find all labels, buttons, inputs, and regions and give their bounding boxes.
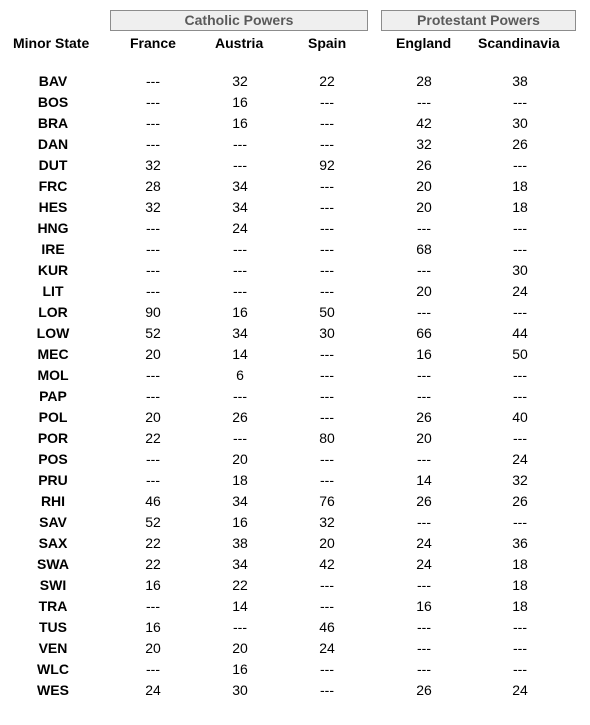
minor-state-cell: KUR — [37, 262, 69, 278]
spain-cell: 76 — [319, 493, 335, 509]
austria-cell: 38 — [232, 535, 248, 551]
france-cell: 16 — [145, 577, 161, 593]
england-cell: 20 — [416, 178, 432, 194]
england-cell: 26 — [416, 157, 432, 173]
france-cell: --- — [146, 367, 160, 383]
scandinavia-cell: 36 — [512, 535, 528, 551]
austria-cell: 16 — [232, 514, 248, 530]
austria-cell: --- — [233, 430, 247, 446]
spain-cell: --- — [320, 661, 334, 677]
protestant-powers-header: Protestant Powers — [381, 10, 576, 31]
spain-cell: --- — [320, 220, 334, 236]
scandinavia-cell: 30 — [512, 262, 528, 278]
minor-state-cell: WES — [37, 682, 69, 698]
france-cell: --- — [146, 136, 160, 152]
austria-cell: 20 — [232, 451, 248, 467]
england-cell: 42 — [416, 115, 432, 131]
minor-state-cell: SWI — [39, 577, 67, 593]
table-row — [0, 407, 590, 428]
scandinavia-cell: --- — [513, 241, 527, 257]
austria-cell: --- — [233, 619, 247, 635]
minor-state-cell: POL — [38, 409, 68, 425]
england-cell: --- — [417, 367, 431, 383]
scandinavia-cell: --- — [513, 94, 527, 110]
spain-cell: --- — [320, 346, 334, 362]
france-cell: 32 — [145, 157, 161, 173]
scandinavia-cell: 24 — [512, 283, 528, 299]
spain-cell: 92 — [319, 157, 335, 173]
spain-cell: 50 — [319, 304, 335, 320]
table-row — [0, 449, 590, 470]
minor-state-cell: FRC — [38, 178, 68, 194]
scandinavia-cell: 40 — [512, 409, 528, 425]
france-cell: 24 — [145, 682, 161, 698]
england-cell: 24 — [416, 556, 432, 572]
scandinavia-cell: 32 — [512, 472, 528, 488]
scandinavia-cell: --- — [513, 304, 527, 320]
england-cell: --- — [417, 388, 431, 404]
france-cell: 52 — [145, 514, 161, 530]
spain-cell: 24 — [319, 640, 335, 656]
austria-cell: 16 — [232, 94, 248, 110]
spain-cell: --- — [320, 241, 334, 257]
table-row — [0, 470, 590, 491]
england-cell: --- — [417, 661, 431, 677]
scandinavia-cell: 18 — [512, 556, 528, 572]
austria-cell: 14 — [232, 346, 248, 362]
table-row — [0, 659, 590, 680]
minor-state-cell: IRE — [41, 241, 65, 257]
table-row — [0, 428, 590, 449]
england-cell: 14 — [416, 472, 432, 488]
spain-cell: --- — [320, 115, 334, 131]
austria-cell: 26 — [232, 409, 248, 425]
england-cell: --- — [417, 640, 431, 656]
france-cell: --- — [146, 241, 160, 257]
minor-state-cell: VEN — [38, 640, 68, 656]
table-row — [0, 71, 590, 92]
austria-cell: 34 — [232, 556, 248, 572]
minor-state-cell: RHI — [40, 493, 66, 509]
austria-cell: 20 — [232, 640, 248, 656]
england-cell: --- — [417, 451, 431, 467]
minor-state-cell: LOR — [38, 304, 68, 320]
table-row — [0, 575, 590, 596]
spain-cell: 22 — [319, 73, 335, 89]
scandinavia-cell: --- — [513, 640, 527, 656]
england-cell: 26 — [416, 682, 432, 698]
column-header-france: France — [130, 35, 176, 51]
spain-cell: --- — [320, 178, 334, 194]
minor-state-cell: SAX — [38, 535, 68, 551]
spain-cell: --- — [320, 94, 334, 110]
spain-cell: 46 — [319, 619, 335, 635]
scandinavia-cell: 24 — [512, 682, 528, 698]
spain-cell: 20 — [319, 535, 335, 551]
column-header-england: England — [396, 35, 452, 51]
table-row — [0, 323, 590, 344]
minor-state-cell: LIT — [42, 283, 64, 299]
scandinavia-cell: 18 — [512, 199, 528, 215]
scandinavia-cell: 26 — [512, 493, 528, 509]
table-row — [0, 92, 590, 113]
england-cell: 68 — [416, 241, 432, 257]
austria-cell: 30 — [232, 682, 248, 698]
england-cell: --- — [417, 262, 431, 278]
austria-cell: --- — [233, 136, 247, 152]
table-row — [0, 176, 590, 197]
minor-state-cell: LOW — [36, 325, 70, 341]
minor-state-cell: BOS — [37, 94, 69, 110]
austria-cell: 16 — [232, 661, 248, 677]
austria-cell: 34 — [232, 493, 248, 509]
austria-cell: --- — [233, 241, 247, 257]
austria-cell: --- — [233, 283, 247, 299]
england-cell: --- — [417, 577, 431, 593]
minor-state-cell: BAV — [38, 73, 68, 89]
minor-state-cell: TUS — [39, 619, 67, 635]
austria-cell: 34 — [232, 199, 248, 215]
austria-cell: 22 — [232, 577, 248, 593]
spain-cell: --- — [320, 388, 334, 404]
scandinavia-cell: --- — [513, 514, 527, 530]
england-cell: 16 — [416, 598, 432, 614]
table-row — [0, 113, 590, 134]
austria-cell: 34 — [232, 325, 248, 341]
spain-cell: 42 — [319, 556, 335, 572]
france-cell: --- — [146, 283, 160, 299]
spain-cell: --- — [320, 262, 334, 278]
table-row — [0, 134, 590, 155]
england-cell: 20 — [416, 199, 432, 215]
table-row — [0, 197, 590, 218]
scandinavia-cell: --- — [513, 367, 527, 383]
france-cell: --- — [146, 598, 160, 614]
scandinavia-cell: 38 — [512, 73, 528, 89]
spain-cell: --- — [320, 199, 334, 215]
austria-cell: --- — [233, 388, 247, 404]
table-row — [0, 491, 590, 512]
france-cell: --- — [146, 73, 160, 89]
austria-cell: 16 — [232, 115, 248, 131]
france-cell: 46 — [145, 493, 161, 509]
austria-cell: 16 — [232, 304, 248, 320]
minor-state-cell: POR — [37, 430, 69, 446]
france-cell: --- — [146, 115, 160, 131]
spain-cell: 80 — [319, 430, 335, 446]
minor-state-cell: DAN — [37, 136, 69, 152]
france-cell: 22 — [145, 430, 161, 446]
england-cell: --- — [417, 94, 431, 110]
england-cell: 26 — [416, 409, 432, 425]
spain-cell: 32 — [319, 514, 335, 530]
minor-state-cell: MOL — [37, 367, 69, 383]
minor-state-cell: HNG — [37, 220, 69, 236]
table-row — [0, 281, 590, 302]
spain-cell: --- — [320, 451, 334, 467]
england-cell: 24 — [416, 535, 432, 551]
table-row — [0, 680, 590, 701]
scandinavia-cell: --- — [513, 619, 527, 635]
table-row — [0, 218, 590, 239]
column-header-austria: Austria — [215, 35, 264, 51]
scandinavia-cell: 26 — [512, 136, 528, 152]
france-cell: 90 — [145, 304, 161, 320]
france-cell: 32 — [145, 199, 161, 215]
table-row — [0, 596, 590, 617]
table-row — [0, 512, 590, 533]
england-cell: --- — [417, 220, 431, 236]
scandinavia-cell: --- — [513, 388, 527, 404]
table-row — [0, 533, 590, 554]
france-cell: 52 — [145, 325, 161, 341]
minor-state-cell: BRA — [37, 115, 69, 131]
table-row — [0, 344, 590, 365]
minor-state-cell: SAV — [39, 514, 67, 530]
austria-cell: --- — [233, 157, 247, 173]
spain-cell: --- — [320, 598, 334, 614]
table-row — [0, 155, 590, 176]
table-row — [0, 617, 590, 638]
minor-state-cell: HES — [38, 199, 68, 215]
minor-state-cell: SWA — [37, 556, 69, 572]
england-cell: 26 — [416, 493, 432, 509]
france-cell: 16 — [145, 619, 161, 635]
minor-state-cell: WLC — [37, 661, 69, 677]
minor-state-cell: MEC — [37, 346, 69, 362]
scandinavia-cell: --- — [513, 157, 527, 173]
austria-cell: 6 — [236, 367, 244, 383]
table-row — [0, 239, 590, 260]
austria-cell: --- — [233, 262, 247, 278]
minor-state-cell: DUT — [38, 157, 68, 173]
minor-state-cell: POS — [38, 451, 68, 467]
table-row — [0, 638, 590, 659]
france-cell: --- — [146, 661, 160, 677]
spain-cell: --- — [320, 367, 334, 383]
austria-cell: 34 — [232, 178, 248, 194]
column-header-scandinavia: Scandinavia — [478, 35, 560, 51]
spain-cell: --- — [320, 682, 334, 698]
spain-cell: --- — [320, 577, 334, 593]
france-cell: --- — [146, 262, 160, 278]
scandinavia-cell: 44 — [512, 325, 528, 341]
scandinavia-cell: 18 — [512, 577, 528, 593]
spain-cell: --- — [320, 472, 334, 488]
france-cell: --- — [146, 94, 160, 110]
england-cell: 20 — [416, 430, 432, 446]
france-cell: --- — [146, 388, 160, 404]
table-row — [0, 554, 590, 575]
england-cell: 32 — [416, 136, 432, 152]
france-cell: 22 — [145, 535, 161, 551]
table-row — [0, 260, 590, 281]
scandinavia-cell: 18 — [512, 178, 528, 194]
table-row — [0, 386, 590, 407]
spain-cell: 30 — [319, 325, 335, 341]
england-cell: 20 — [416, 283, 432, 299]
scandinavia-cell: --- — [513, 661, 527, 677]
france-cell: 28 — [145, 178, 161, 194]
catholic-powers-header: Catholic Powers — [110, 10, 368, 31]
scandinavia-cell: 30 — [512, 115, 528, 131]
england-cell: 28 — [416, 73, 432, 89]
column-header-minor-state: Minor State — [13, 35, 90, 51]
table-row — [0, 302, 590, 323]
france-cell: 20 — [145, 409, 161, 425]
minor-state-cell: PAP — [39, 388, 67, 404]
austria-cell: 14 — [232, 598, 248, 614]
spain-cell: --- — [320, 136, 334, 152]
france-cell: --- — [146, 472, 160, 488]
scandinavia-cell: 50 — [512, 346, 528, 362]
table-row — [0, 365, 590, 386]
scandinavia-cell: --- — [513, 220, 527, 236]
scandinavia-cell: 18 — [512, 598, 528, 614]
minor-state-cell: TRA — [38, 598, 68, 614]
england-cell: 16 — [416, 346, 432, 362]
minor-state-cell: PRU — [38, 472, 68, 488]
austria-cell: 24 — [232, 220, 248, 236]
england-cell: --- — [417, 304, 431, 320]
france-cell: 20 — [145, 640, 161, 656]
france-cell: 20 — [145, 346, 161, 362]
england-cell: --- — [417, 514, 431, 530]
england-cell: --- — [417, 619, 431, 635]
france-cell: 22 — [145, 556, 161, 572]
england-cell: 66 — [416, 325, 432, 341]
spain-cell: --- — [320, 409, 334, 425]
scandinavia-cell: 24 — [512, 451, 528, 467]
austria-cell: 18 — [232, 472, 248, 488]
scandinavia-cell: --- — [513, 430, 527, 446]
france-cell: --- — [146, 220, 160, 236]
france-cell: --- — [146, 451, 160, 467]
spain-cell: --- — [320, 283, 334, 299]
austria-cell: 32 — [232, 73, 248, 89]
column-header-spain: Spain — [308, 35, 347, 51]
